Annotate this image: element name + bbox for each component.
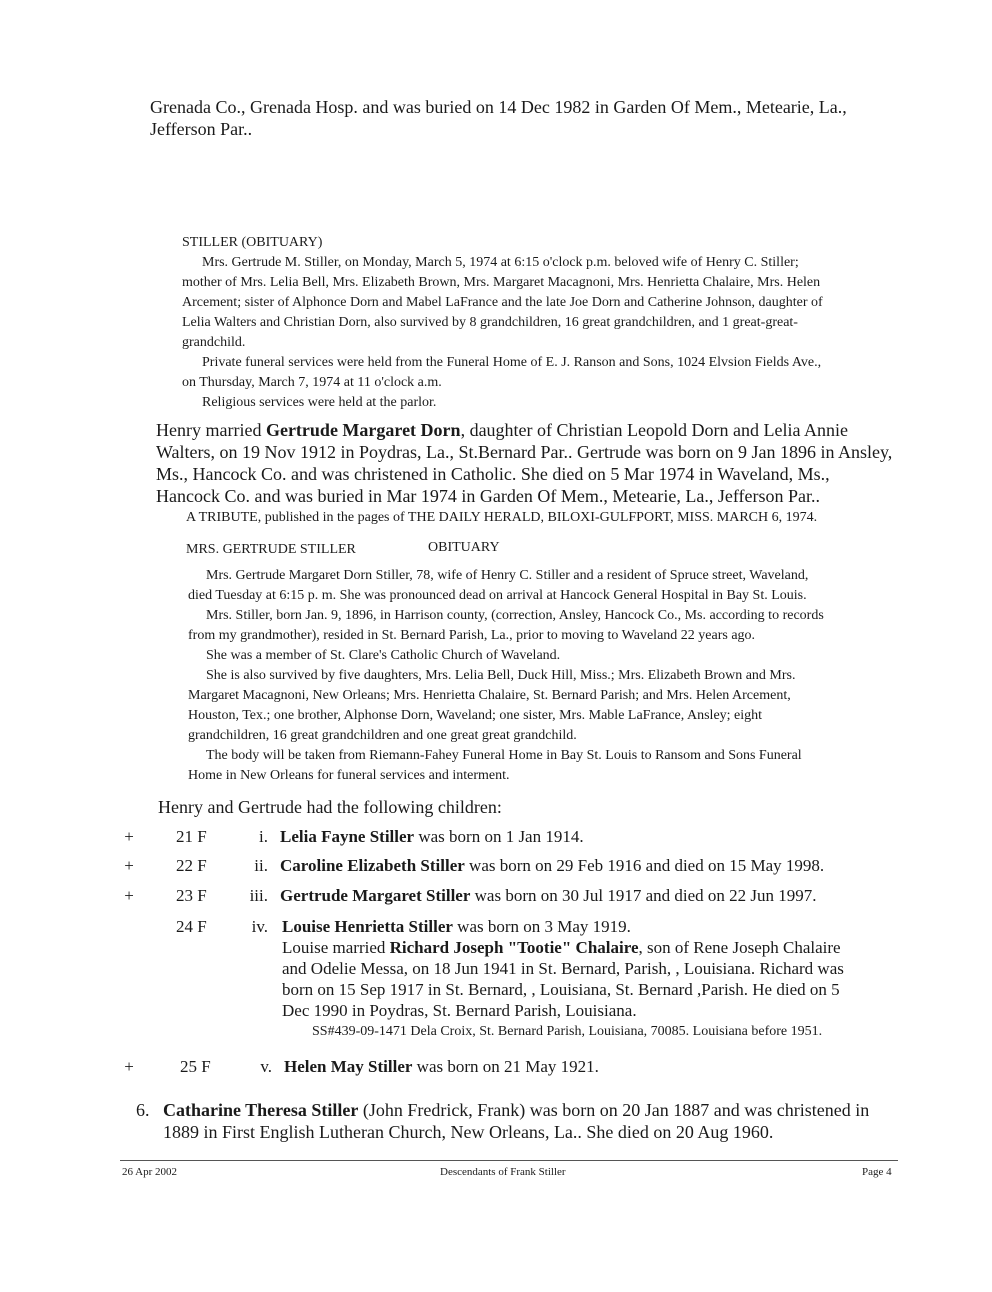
tribute-line: Houston, Tex.; one brother, Alphonse Dorn, Waveland; one sister, Mrs. Mable LaFrance, Ansley; eight <box>188 708 763 723</box>
child-details: was born on 29 Feb 1916 and died on 15 May 1998. <box>464 856 825 875</box>
entry-number: 6. <box>136 1100 150 1120</box>
tribute-line: She was a member of St. Clare's Catholic Church of Waveland. <box>206 648 561 663</box>
intro-line-1: Grenada Co., Grenada Hosp. and was buried on 14 Dec 1982 in Garden Of Mem., Metearie, La., <box>150 97 847 117</box>
marriage-line-2: Walters, on 19 Nov 1912 in Poydras, La., St.Bernard Par.. Gertrude was born on 9 Jan 1896 in Ansley, <box>156 442 893 462</box>
marriage-text: Louise married <box>282 938 390 957</box>
tribute-line: Margaret Macagnoni, New Orleans; Mrs. Henrietta Chalaire, St. Bernard Parish; and Mrs. Helen Arcement, <box>188 688 791 703</box>
louise-marriage-line-3: born on 15 Sep 1917 in St. Bernard, , Louisiana, St. Bernard ,Parish. He died on 5 <box>282 980 840 999</box>
children-intro: Henry and Gertrude had the following children: <box>158 797 502 817</box>
child-text <box>280 826 584 848</box>
obituary-line: Private funeral services were held from the Funeral Home of E. J. Ranson and Sons, 1024 Elvsion Fields Ave., <box>202 355 822 370</box>
spouse-name: Richard Joseph "Tootie" Chalaire <box>389 938 639 957</box>
person-name: Catharine Theresa Stiller <box>163 1100 359 1120</box>
entry-line-1 <box>163 1100 869 1121</box>
footer-page-number: Page 4 <box>862 1166 892 1178</box>
child-name: Caroline Elizabeth Stiller <box>280 856 465 875</box>
child-roman: ii. <box>254 856 268 875</box>
child-name: Gertrude Margaret Stiller <box>280 886 471 905</box>
entry-line-2: 1889 in First English Lutheran Church, New Orleans, La.. She died on 20 Aug 1960. <box>163 1122 774 1142</box>
footer-date: 26 Apr 2002 <box>122 1166 177 1178</box>
footer-divider <box>120 1160 898 1161</box>
tribute-line: She is also survived by five daughters, Mrs. Lelia Bell, Duck Hill, Miss.; Mrs. Elizabeth Brown and Mrs. <box>206 668 796 683</box>
child-text <box>280 855 824 877</box>
child-details: was born on 1 Jan 1914. <box>414 827 584 846</box>
intro-line-2: Jefferson Par.. <box>150 119 253 139</box>
child-text <box>280 885 817 907</box>
tribute-name: MRS. GERTRUDE STILLER <box>186 542 356 557</box>
obituary-line: Religious services were held at the parlor. <box>202 395 437 410</box>
tribute-line: from my grandmother), resided in St. Bernard Parish, La., prior to moving to Waveland 22 years ago. <box>188 628 756 643</box>
marriage-text: , daughter of Christian Leopold Dorn and Lelia Annie <box>460 420 848 440</box>
child-details: was born on 21 May 1921. <box>412 1057 599 1076</box>
obituary-line: on Thursday, March 7, 1974 at 11 o'clock a.m. <box>182 375 442 390</box>
marriage-text: , son of Rene Joseph Chalaire <box>638 938 841 957</box>
tribute-line: grandchildren, 16 great grandchildren and one great great grandchild. <box>188 728 577 743</box>
obituary-line: mother of Mrs. Lelia Bell, Mrs. Elizabeth Brown, Mrs. Margaret Macagnoni, Mrs. Henrietta Chalaire, Mrs. Helen <box>182 275 821 290</box>
obituary-line: Lelia Walters and Christian Dorn, also survived by 8 grandchildren, 16 great grandchildren, and 1 great-great- <box>182 315 798 330</box>
child-name: Louise Henrietta Stiller <box>282 917 453 936</box>
child-number: 23 F <box>176 886 207 905</box>
obituary-line: Mrs. Gertrude M. Stiller, on Monday, March 5, 1974 at 6:15 o'clock p.m. beloved wife of Henry C. Stiller; <box>202 255 799 270</box>
marriage-text: Henry married <box>156 420 266 440</box>
child-text <box>282 916 631 938</box>
tribute-heading: A TRIBUTE, published in the pages of THE DAILY HERALD, BILOXI-GULFPORT, MISS. MARCH 6, 1974. <box>186 510 818 525</box>
tribute-line: The body will be taken from Riemann-Fahey Funeral Home in Bay St. Louis to Ransom and Sons Funeral <box>206 748 802 763</box>
child-name: Lelia Fayne Stiller <box>280 827 415 846</box>
tribute-line: died Tuesday at 6:15 p. m. She was pronounced dead on arrival at Hancock General Hospital in Bay St. Louis. <box>188 588 807 603</box>
child-roman: i. <box>259 827 268 846</box>
child-text <box>284 1056 599 1078</box>
tribute-line: Mrs. Stiller, born Jan. 9, 1896, in Harrison county, (correction, Ansley, Hancock Co., Ms. according to records <box>206 608 824 623</box>
tribute-line: Mrs. Gertrude Margaret Dorn Stiller, 78, wife of Henry C. Stiller and a resident of Spruce street, Waveland, <box>206 568 809 583</box>
has-descendants-marker: + <box>124 886 134 905</box>
obituary-line: grandchild. <box>182 335 246 350</box>
child-number: 24 F <box>176 917 207 936</box>
child-roman: iii. <box>249 886 268 905</box>
spouse-name: Gertrude Margaret Dorn <box>265 420 461 440</box>
marriage-line-3: Ms., Hancock Co. and was christened in Catholic. She died on 5 Mar 1974 in Waveland, Ms., <box>156 464 830 484</box>
child-roman: v. <box>260 1057 272 1076</box>
louise-marriage-line-1 <box>282 937 841 958</box>
has-descendants-marker: + <box>124 827 134 846</box>
child-name: Helen May Stiller <box>284 1057 413 1076</box>
child-details: was born on 30 Jul 1917 and died on 22 Jun 1997. <box>470 886 817 905</box>
entry-text: (John Fredrick, Frank) was born on 20 Jan 1887 and was christened in <box>358 1100 870 1120</box>
footer-title: Descendants of Frank Stiller <box>440 1166 566 1178</box>
tribute-line: Home in New Orleans for funeral services and interment. <box>188 768 510 783</box>
child-details: was born on 3 May 1919. <box>452 917 631 936</box>
has-descendants-marker: + <box>124 1057 134 1076</box>
marriage-line-4: Hancock Co. and was buried in Mar 1974 in Garden Of Mem., Metearie, La., Jefferson Par.. <box>156 486 820 506</box>
child-number: 22 F <box>176 856 207 875</box>
child-number: 25 F <box>180 1057 211 1076</box>
obituary-heading: STILLER (OBITUARY) <box>182 235 323 250</box>
louise-ss-note: SS#439-09-1471 Dela Croix, St. Bernard Parish, Louisiana, 70085. Louisiana before 1951. <box>312 1024 823 1039</box>
child-number: 21 F <box>176 827 207 846</box>
louise-marriage-line-2: and Odelie Messa, on 18 Jun 1941 in St. Bernard, Parish, , Louisiana. Richard was <box>282 959 844 978</box>
has-descendants-marker: + <box>124 856 134 875</box>
louise-marriage-line-4: Dec 1990 in Poydras, St. Bernard Parish, Louisiana. <box>282 1001 637 1020</box>
obituary-line: Arcement; sister of Alphonce Dorn and Mabel LaFrance and the late Joe Dorn and Catherine Johnson, daughter of <box>182 295 823 310</box>
child-roman: iv. <box>251 917 268 936</box>
tribute-label: OBITUARY <box>428 540 500 555</box>
marriage-line-1 <box>156 420 848 441</box>
